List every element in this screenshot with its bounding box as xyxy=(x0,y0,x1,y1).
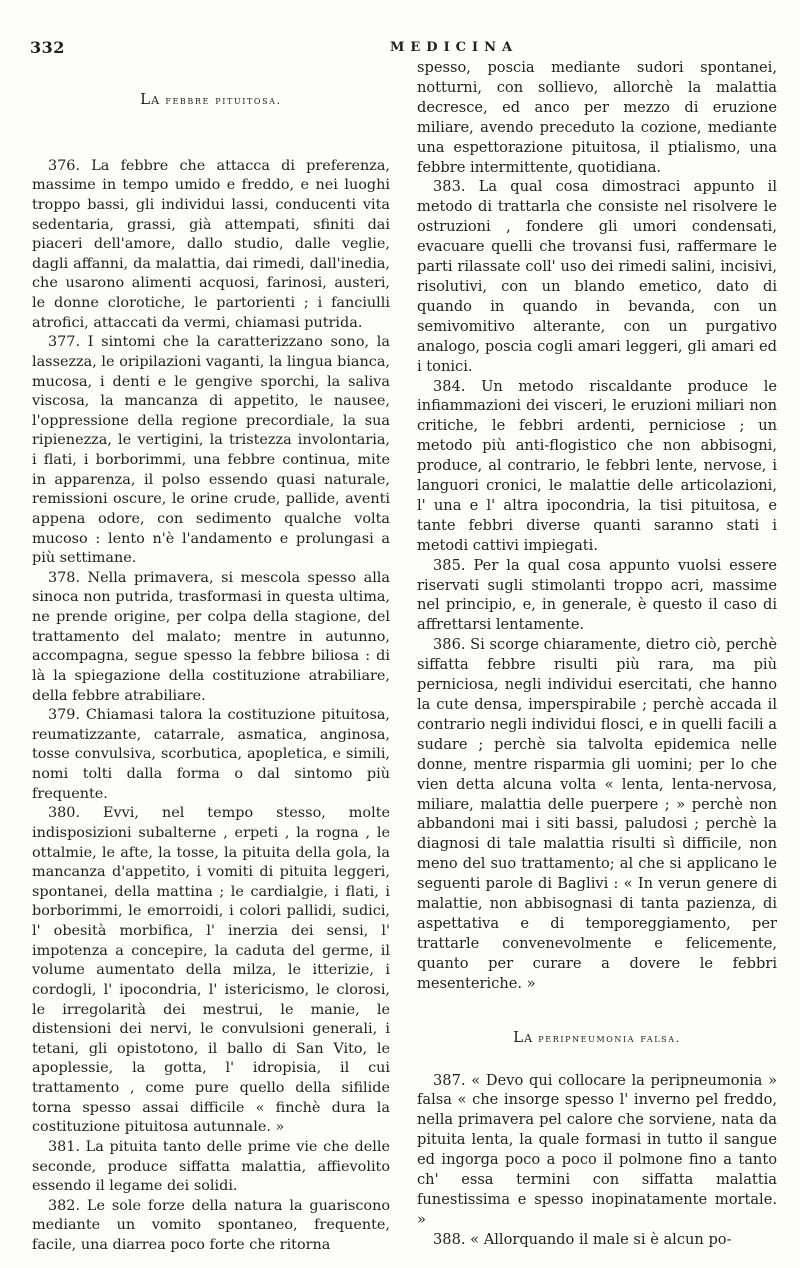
paragraph-382: 382. Le sole forze della natura la guariscono mediante un vomito spontaneo, frequente, facile, una diarrea poco forte che ritorna xyxy=(32,1197,390,1253)
running-head: MEDICINA xyxy=(390,40,519,55)
paragraph-387: 387. « Devo qui collocare la peripneumonia » falsa « che insorge spesso l' inverno pel freddo, nella primavera pel calore che sorviene, nata da pituita lenta, la quale formasi in tutto il sangue ed ingorga poco a poco il polmone fino a tanto ch' essa termini con siffatta malattia funestissima e spesso inopinatamente mortale. » xyxy=(417,1071,777,1228)
paragraph-386: 386. Si scorge chiaramente, dietro ciò, perchè siffatta febbre risulti più rara, ma più perniciosa, negli individui esercitati, che hanno la cute densa, imperspirabile ; perchè accada il contrario negli individui flosci, e in quelli facili a sudare ; perchè sia talvolta epidemica nelle donne, mentre risparmia gli uomini; per lo che vien detta alcuna volta « lenta, lenta-nervosa, miliare, malattia delle puerpere ; » perchè non abbandoni mai i siti bassi, paludosi ; perchè la diagnosi di tale malattia risulti sì difficile, non meno del suo trattamento; al che si applicano le seguenti parole di Baglivi : « In verun genere di malattie, non abbisognasi di tanta pazienza, di aspettativa e di temporeggiamento, per trattarle convenevolmente e felicemente, quanto per curare a dovere le febbri mesenteriche. » xyxy=(417,636,777,992)
page-number: 332 xyxy=(30,38,65,57)
left-column xyxy=(32,78,390,1256)
paragraph-384: 384. Un metodo riscaldante produce le infiammazioni dei visceri, le eruzioni miliari non critiche, le febbri ardenti, perniciose ; un metodo più anti-flogistico che non abbisogni, produce, al contrario, le febbri lente, nervose, i languori cronici, le malattie delle articolazioni, l' una e l' altra ipocondria, la tisi pituitosa, e tante febbri diverse quanti saranno stati i metodi cattivi impiegati. xyxy=(417,377,777,554)
section-title-cap: La xyxy=(140,90,161,108)
paragraph-388: 388. « Allorquando il male si è alcun po- xyxy=(433,1230,732,1248)
section-title-febbre-pituitosa xyxy=(32,90,390,111)
section-title-peripneumonia-falsa xyxy=(417,1028,777,1049)
section-title-cap: La xyxy=(513,1027,534,1046)
paragraph-378: 378. Nella primavera, si mescola spesso alla sinoca non putrida, trasformasi in questa ultima, ne prende origine, per colpa della stagione, del trattamento del malato; mentre in autunno, accompagna, segue spesso la febbre biliosa : di là la spiegazione della costituzione atrabiliare, della febbre atrabiliare. xyxy=(32,569,390,704)
section-title-text: febbre pituitosa. xyxy=(165,93,282,107)
paragraph-381: 381. La pituita tanto delle prime vie che delle seconde, produce siffatta malattia, affievolito essendo il legame dei solidi. xyxy=(32,1138,390,1195)
paragraph-379: 379. Chiamasi talora la costituzione pituitosa, reumatizzante, catarrale, asmatica, anginosa, tosse convulsiva, scorbutica, apopletica, e simili, nomi tolti dalla forma o dal sintomo più frequente. xyxy=(32,707,390,802)
paragraph-377: 377. I sintomi che la caratterizzano sono, la lassezza, le oripilazioni vaganti, la lingua bianca, mucosa, i denti e le gengive sporchi, la saliva viscosa, la mancanza di appetito, le nausee, l'oppressione della regione precordiale, la sua ripienezza, le vertigini, la tristezza involontaria, i flati, i borborimmi, una febbre continua, mite in apparenza, il polso essendo quasi naturale, remissioni oscure, le orine crude, pallide, aventi appena odore, con sedimento qualche volta mucoso : lento n'è l'andamento e prolungasi a più settimane. xyxy=(32,334,390,567)
right-column xyxy=(417,58,777,1250)
paragraph-382-continued: spesso, poscia mediante sudori spontanei, notturni, con sollievo, allorchè la malattia decresce, ed anco per mezzo di eruzione miliare, avendo preceduto la cozione, mediante una espettorazione pituitosa, il ptialismo, una febbre intermittente, quotidiana. xyxy=(417,59,777,176)
paragraph-385: 385. Per la qual cosa appunto vuolsi essere riservati sugli stimolanti troppo acri, massime nel principio, e, in generale, è questo il caso di affrettarsi lentamente. xyxy=(417,556,777,634)
section-title-text: peripneumonia falsa. xyxy=(538,1030,681,1045)
paragraph-380: 380. Evvi, nel tempo stesso, molte indisposizioni subalterne , erpeti , la rogna , le ottalmie, le afte, la tosse, la pituita della gola, la mancanza d'appetito, i vomiti di pituita leggeri, spontanei, della mattina ; le cardialgie, i flati, i borborimmi, le emorroidi, i colori pallidi, sudici, l' obesità morbifica, l' inerzia dei sensi, l' impotenza a concepire, la caduta del germe, il volume aumentato della milza, le itterizie, i cordogli, l' ipocondria, l' istericismo, le clorosi, le irregolarità dei mestrui, le manie, le distensioni dei nervi, le convulsioni generali, i tetani, gli opistotono, il ballo di San Vito, le apoplessie, la gotta, l' idropisia, il cui trattamento , come pure quello della sifilide torna spesso assai difficile « finchè dura la costituzione pituitosa autunnale. » xyxy=(32,805,390,1136)
paragraph-376: 376. La febbre che attacca di preferenza, massime in tempo umido e freddo, e nei luoghi troppo bassi, gli individui lassi, conducenti vita sedentaria, grassi, già attempati, sfiniti dai piaceri dell'amore, dallo studio, dalle veglie, dagli affanni, da malattia, dai rimedi, dall'inedia, che usarono alimenti acquosi, farinosi, austeri, le donne clorotiche, le partorienti ; i fanciulli atrofici, attaccati da vermi, chiamasi putrida. xyxy=(32,157,390,331)
paragraph-383: 383. La qual cosa dimostraci appunto il metodo di trattarla che consiste nel risolvere le ostruzioni , fondere gli umori condensati, evacuare quelli che trovansi fusi, raffermare le parti rilassate coll' uso dei rimedi salini, incisivi, risolutivi, con un blando emetico, dato di quando in quando in bevanda, con un semivomitivo alterante, con un purgativo analogo, poscia cogli amari leggeri, gli amari ed i tonici. xyxy=(417,178,777,375)
